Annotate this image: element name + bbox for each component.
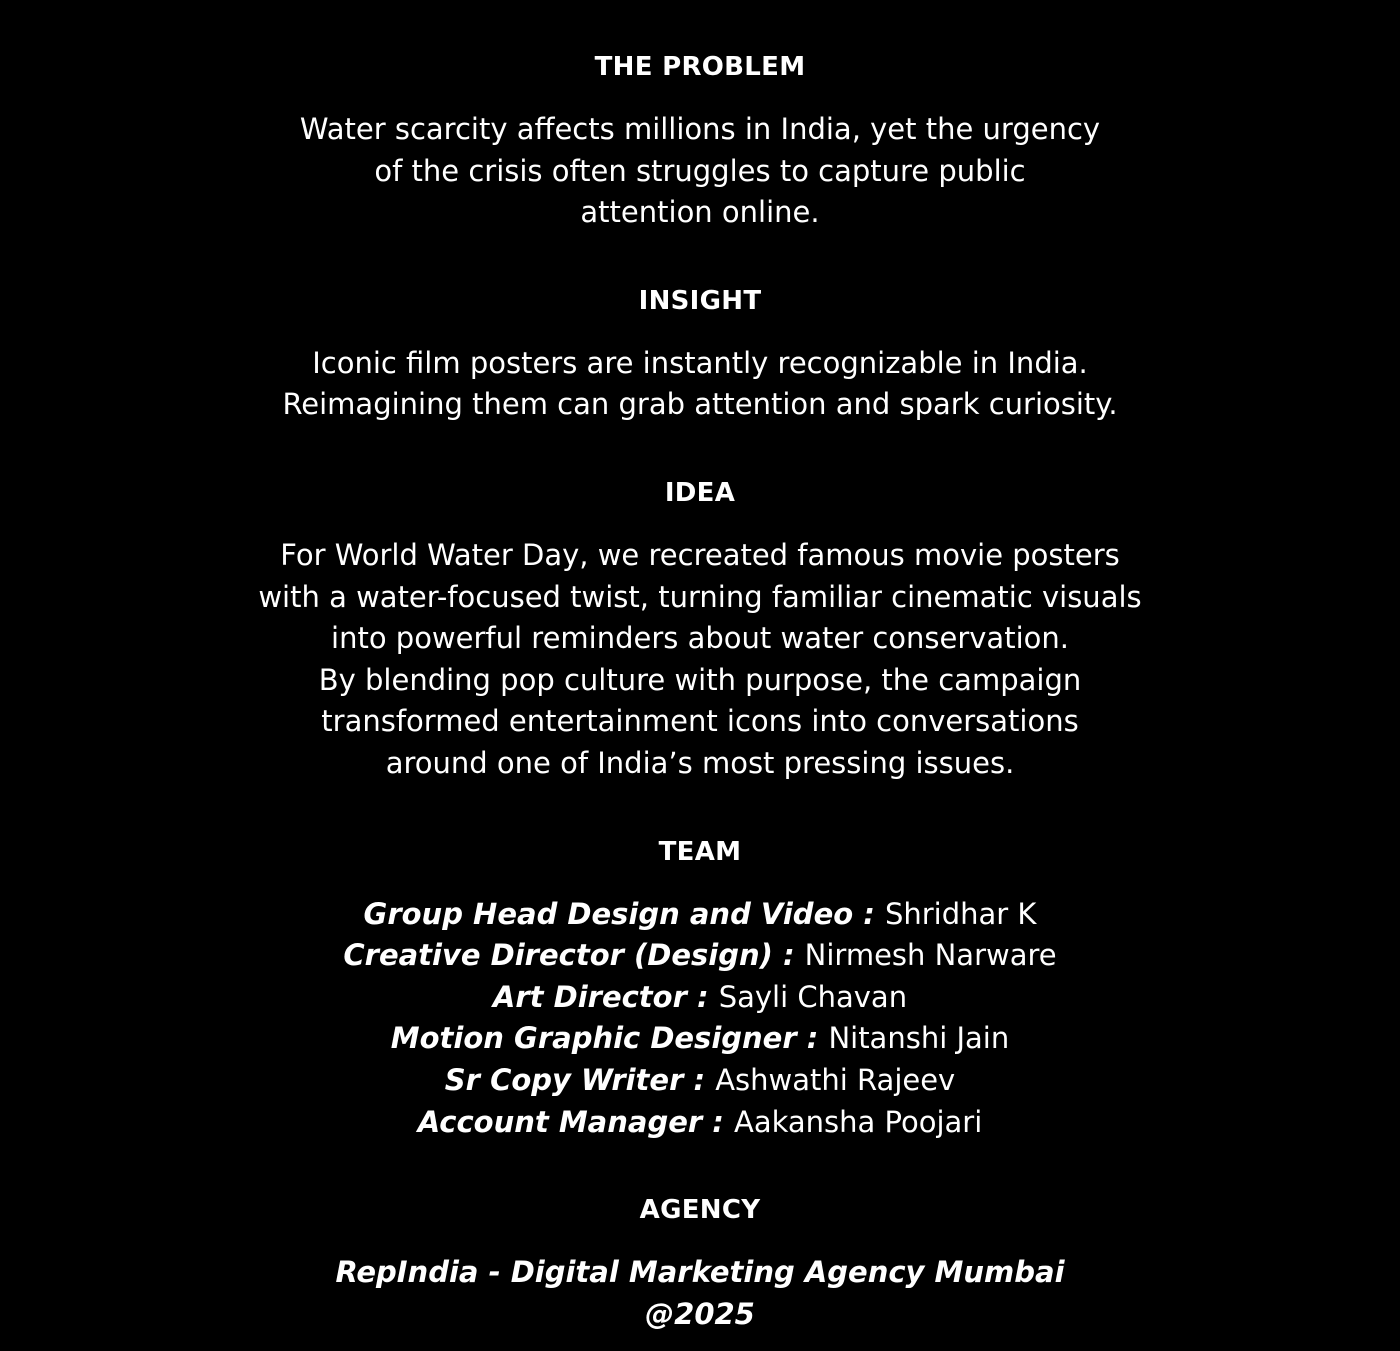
idea-section bbox=[0, 476, 1400, 785]
team-member bbox=[0, 894, 1400, 936]
problem-section bbox=[0, 50, 1400, 234]
team-heading: TEAM bbox=[658, 836, 742, 867]
insight-heading: INSIGHT bbox=[638, 285, 762, 316]
team-member-role: Group Head Design and Video : bbox=[363, 896, 885, 931]
team-member-name: Nitanshi Jain bbox=[828, 1021, 1010, 1056]
idea-line: By blending pop culture with purpose, the campaign bbox=[318, 662, 1082, 697]
team-member-name: Shridhar K bbox=[884, 896, 1037, 931]
team-member-role: Motion Graphic Designer : bbox=[390, 1021, 829, 1056]
team-member-name: Ashwathi Rajeev bbox=[715, 1062, 956, 1097]
problem-line: of the crisis often struggles to capture public bbox=[374, 153, 1026, 188]
problem-line: attention online. bbox=[580, 195, 820, 230]
problem-text bbox=[0, 109, 1400, 234]
team-member bbox=[0, 977, 1400, 1019]
team-list bbox=[0, 894, 1400, 1144]
team-member-role: Account Manager : bbox=[417, 1104, 734, 1139]
insight-text bbox=[0, 343, 1400, 426]
idea-line: around one of India’s most pressing issues. bbox=[385, 745, 1015, 780]
team-member-role: Creative Director (Design) : bbox=[343, 938, 805, 973]
team-member bbox=[0, 935, 1400, 977]
team-member-role: Sr Copy Writer : bbox=[444, 1062, 716, 1097]
idea-line: For World Water Day, we recreated famous movie posters bbox=[280, 537, 1120, 572]
insight-line: Iconic film posters are instantly recognizable in India. bbox=[312, 345, 1088, 380]
problem-line: Water scarcity affects millions in India, yet the urgency bbox=[299, 112, 1101, 146]
insight-line: Reimagining them can grab attention and spark curiosity. bbox=[282, 387, 1118, 422]
team-member bbox=[0, 1060, 1400, 1102]
agency-section bbox=[0, 1193, 1400, 1335]
idea-line: transformed entertainment icons into conversations bbox=[321, 704, 1079, 739]
idea-heading: IDEA bbox=[664, 477, 736, 508]
agency-heading: AGENCY bbox=[639, 1195, 761, 1226]
team-member-role: Art Director : bbox=[492, 979, 719, 1014]
agency-name: RepIndia - Digital Marketing Agency Mumbai bbox=[335, 1255, 1065, 1290]
agency-text bbox=[0, 1252, 1400, 1335]
idea-line: with a water-focused twist, turning familiar cinematic visuals bbox=[258, 579, 1142, 614]
team-member bbox=[0, 1018, 1400, 1060]
agency-year: @2025 bbox=[645, 1296, 755, 1331]
insight-section bbox=[0, 284, 1400, 426]
team-member-name: Sayli Chavan bbox=[718, 979, 908, 1014]
team-member-name: Nirmesh Narware bbox=[804, 938, 1057, 973]
problem-heading: THE PROBLEM bbox=[594, 52, 806, 82]
team-section bbox=[0, 835, 1400, 1144]
idea-text bbox=[0, 535, 1400, 785]
team-member-name: Aakansha Poojari bbox=[734, 1104, 983, 1139]
idea-line: into powerful reminders about water conservation. bbox=[331, 621, 1069, 656]
team-member bbox=[0, 1102, 1400, 1144]
